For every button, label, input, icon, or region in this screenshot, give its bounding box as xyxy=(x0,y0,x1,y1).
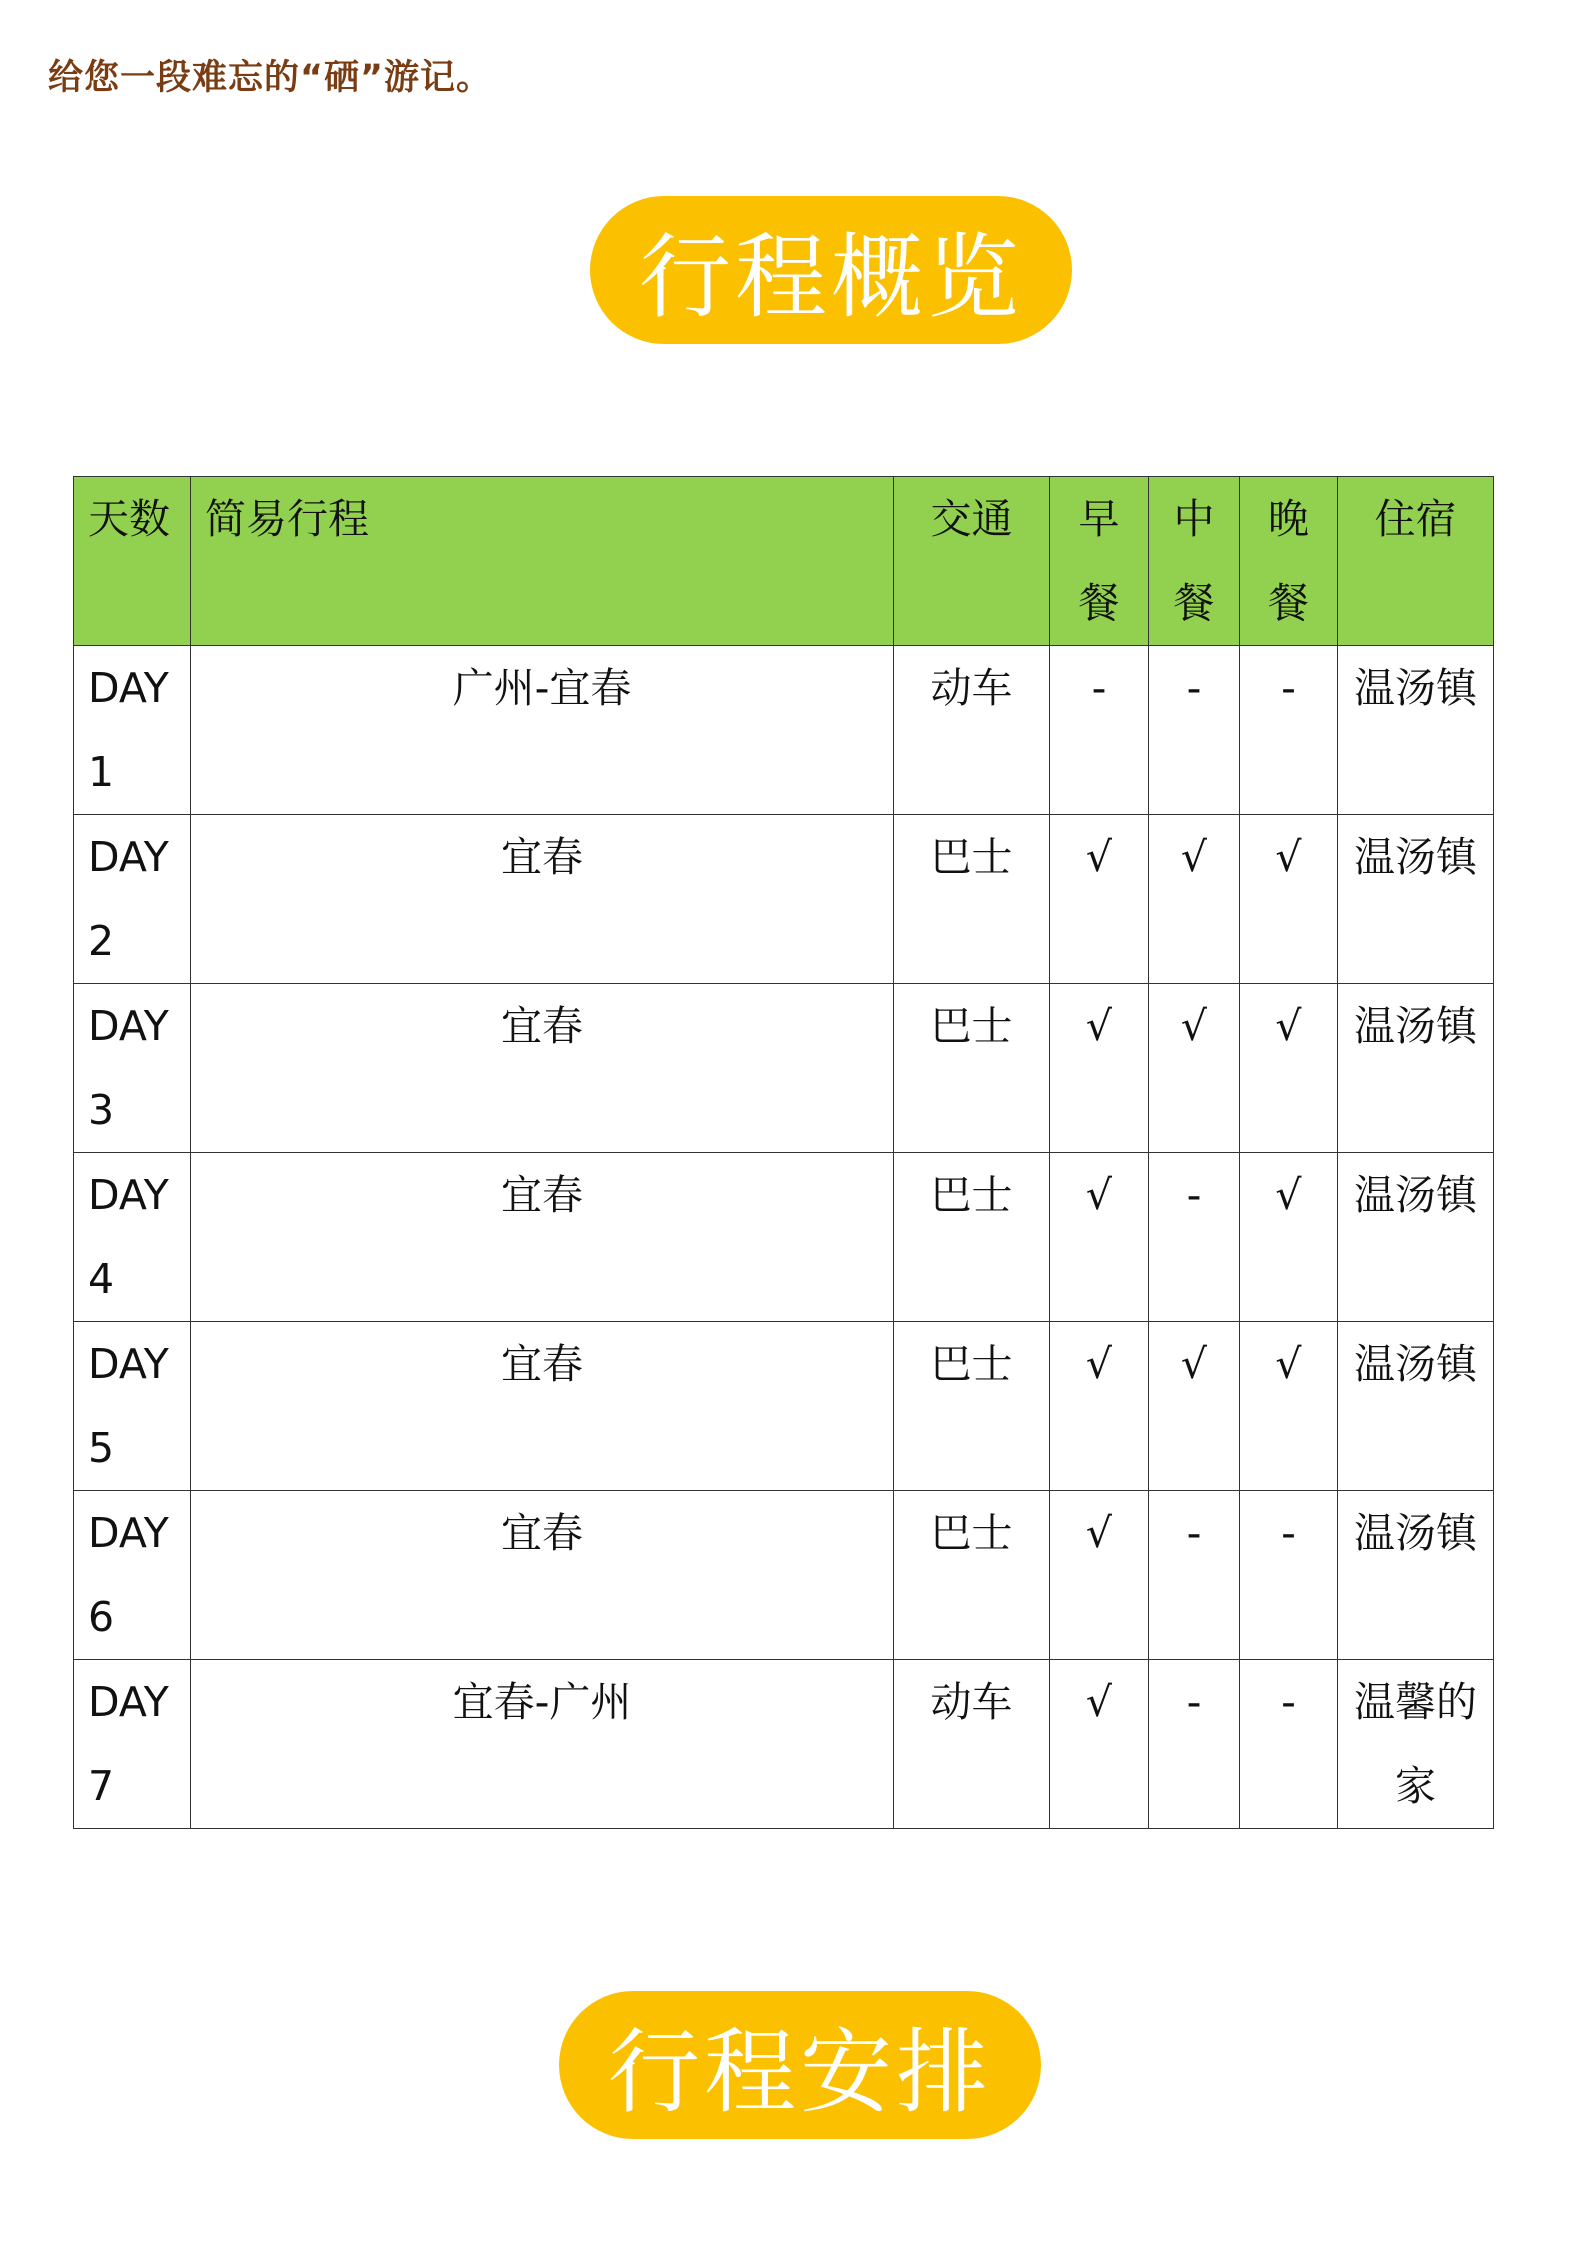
section-title-schedule: 行程安排 xyxy=(559,1991,1041,2139)
cell-lodging: 温汤镇 xyxy=(1338,1153,1494,1322)
cell-lunch: - xyxy=(1149,1660,1240,1829)
itinerary-table xyxy=(73,476,1494,1829)
header-lunch: 中餐 xyxy=(1149,477,1240,646)
cell-breakfast: √ xyxy=(1050,1322,1149,1491)
table-header-row xyxy=(74,477,1494,646)
cell-route: 宜春 xyxy=(191,984,894,1153)
table-row xyxy=(74,646,1494,815)
table-row xyxy=(74,984,1494,1153)
cell-lunch: - xyxy=(1149,1491,1240,1660)
cell-breakfast: √ xyxy=(1050,815,1149,984)
cell-dinner: √ xyxy=(1240,1153,1338,1322)
cell-day: DAY6 xyxy=(74,1491,191,1660)
cell-dinner: √ xyxy=(1240,815,1338,984)
cell-transport: 巴士 xyxy=(894,1491,1050,1660)
cell-day: DAY7 xyxy=(74,1660,191,1829)
header-transport: 交通 xyxy=(894,477,1050,646)
cell-lodging: 温汤镇 xyxy=(1338,984,1494,1153)
header-lodging: 住宿 xyxy=(1338,477,1494,646)
cell-route: 宜春 xyxy=(191,1322,894,1491)
cell-route: 宜春-广州 xyxy=(191,1660,894,1829)
cell-lunch: - xyxy=(1149,1153,1240,1322)
cell-route: 宜春 xyxy=(191,1491,894,1660)
cell-dinner: - xyxy=(1240,646,1338,815)
cell-lodging: 温汤镇 xyxy=(1338,646,1494,815)
table-row xyxy=(74,815,1494,984)
cell-lunch: √ xyxy=(1149,815,1240,984)
cell-route: 宜春 xyxy=(191,1153,894,1322)
cell-lodging: 温汤镇 xyxy=(1338,1491,1494,1660)
cell-transport: 巴士 xyxy=(894,1153,1050,1322)
table-row xyxy=(74,1491,1494,1660)
cell-day: DAY1 xyxy=(74,646,191,815)
cell-breakfast: √ xyxy=(1050,1491,1149,1660)
header-dinner: 晚餐 xyxy=(1240,477,1338,646)
table-row xyxy=(74,1153,1494,1322)
cell-day: DAY4 xyxy=(74,1153,191,1322)
cell-day: DAY3 xyxy=(74,984,191,1153)
cell-dinner: - xyxy=(1240,1491,1338,1660)
cell-breakfast: √ xyxy=(1050,1153,1149,1322)
cell-breakfast: √ xyxy=(1050,984,1149,1153)
header-day: 天数 xyxy=(74,477,191,646)
cell-lodging: 温汤镇 xyxy=(1338,815,1494,984)
cell-lunch: √ xyxy=(1149,984,1240,1153)
cell-route: 宜春 xyxy=(191,815,894,984)
cell-transport: 巴士 xyxy=(894,815,1050,984)
cell-transport: 动车 xyxy=(894,646,1050,815)
header-breakfast: 早餐 xyxy=(1050,477,1149,646)
cell-day: DAY5 xyxy=(74,1322,191,1491)
cell-transport: 动车 xyxy=(894,1660,1050,1829)
tagline: 给您一段难忘的“硒”游记。 xyxy=(48,58,493,98)
cell-dinner: √ xyxy=(1240,984,1338,1153)
cell-lunch: - xyxy=(1149,646,1240,815)
cell-lodging: 温汤镇 xyxy=(1338,1322,1494,1491)
table-row xyxy=(74,1660,1494,1829)
cell-lodging: 温馨的家 xyxy=(1338,1660,1494,1829)
cell-transport: 巴士 xyxy=(894,984,1050,1153)
cell-day: DAY2 xyxy=(74,815,191,984)
section-title-overview: 行程概览 xyxy=(590,196,1072,344)
table-row xyxy=(74,1322,1494,1491)
cell-lunch: √ xyxy=(1149,1322,1240,1491)
cell-breakfast: √ xyxy=(1050,1660,1149,1829)
cell-dinner: - xyxy=(1240,1660,1338,1829)
header-route: 简易行程 xyxy=(191,477,894,646)
cell-route: 广州-宜春 xyxy=(191,646,894,815)
cell-dinner: √ xyxy=(1240,1322,1338,1491)
cell-transport: 巴士 xyxy=(894,1322,1050,1491)
cell-breakfast: - xyxy=(1050,646,1149,815)
